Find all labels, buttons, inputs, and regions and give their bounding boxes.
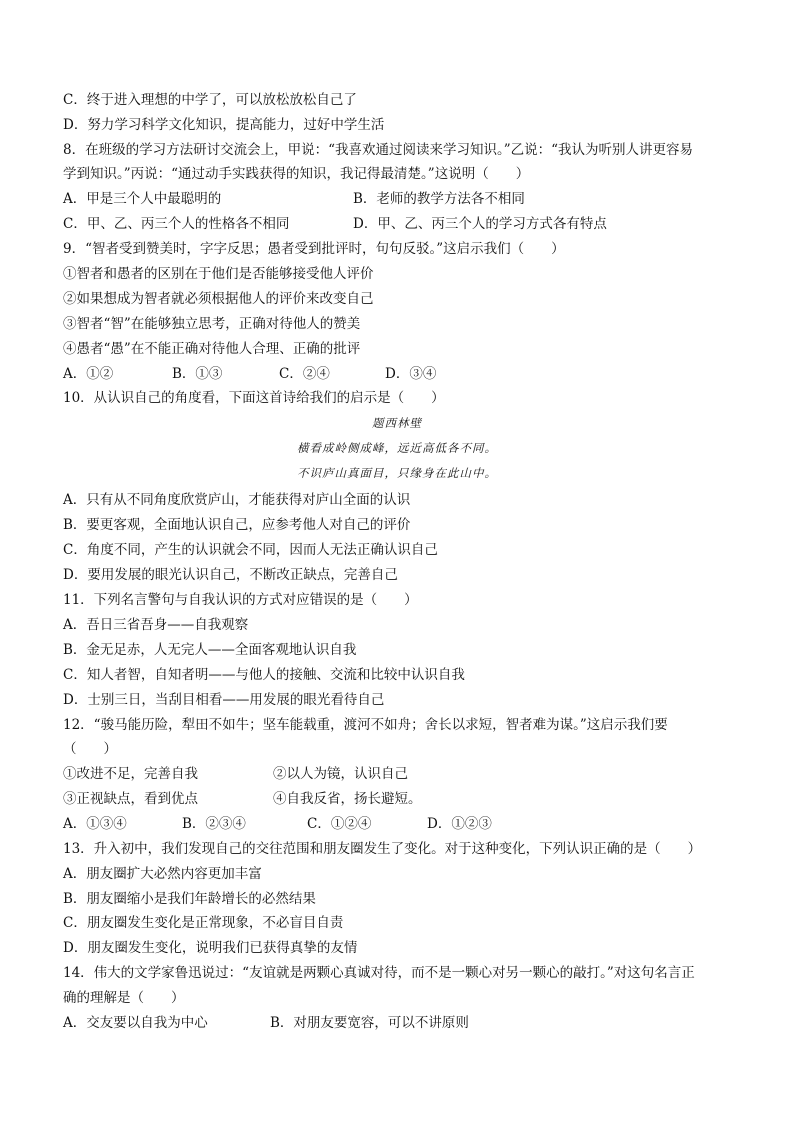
q9-stem: 9．“智者受到赞美时，字字反思；愚者受到批评时，句句反驳。”这启示我们（ ） bbox=[63, 241, 565, 257]
q10-stem: 10．从认识自己的角度看，下面这首诗给我们的启示是（ ） bbox=[63, 390, 445, 406]
q12-stem-line2: （ ） bbox=[63, 741, 117, 757]
q9-item-1: ①智者和愚者的区别在于他们是否能够接受他人评价 bbox=[63, 266, 374, 282]
q13-option-b: B．朋友圈缩小是我们年龄增长的必然结果 bbox=[63, 891, 316, 907]
q8-stem-line1: 8．在班级的学习方法研讨交流会上，甲说：“我喜欢通过阅读来学习知识。”乙说：“我认为听别人讲更容易 bbox=[63, 142, 694, 158]
q12-option-c: C．①②④ bbox=[307, 816, 372, 832]
q8-option-b: B．老师的教学方法各不相同 bbox=[353, 191, 525, 207]
q14-stem-line2: 确的理解是（ ） bbox=[63, 990, 185, 1006]
q9-item-2: ②如果想成为智者就必须根据他人的评价来改变自己 bbox=[63, 291, 374, 307]
q7-option-c: C．终于进入理想的中学了，可以放松放松自己了 bbox=[63, 92, 357, 108]
q7-option-d: D．努力学习科学文化知识，提高能力，过好中学生活 bbox=[63, 117, 385, 133]
q12-item-1: ①改进不足，完善自我 bbox=[63, 766, 198, 782]
q10-option-d: D．要用发展的眼光认识自己，不断改正缺点，完善自己 bbox=[63, 567, 398, 583]
q12-option-b: B．②③④ bbox=[182, 816, 246, 832]
q11-option-b: B．金无足赤，人无完人——全面客观地认识自我 bbox=[63, 642, 357, 658]
poem-line-1: 横看成岭侧成峰，远近高低各不同。 bbox=[297, 441, 497, 455]
q9-item-3: ③智者“智”在能够独立思考，正确对待他人的赞美 bbox=[63, 316, 361, 332]
q12-option-d: D．①②③ bbox=[427, 816, 492, 832]
q9-option-c: C．②④ bbox=[279, 366, 330, 382]
q9-item-4: ④愚者“愚”在不能正确对待他人合理、正确的批评 bbox=[63, 341, 361, 357]
q14-option-b: B．对朋友要宽容，可以不讲原则 bbox=[270, 1015, 469, 1031]
q11-option-d: D．士别三日，当刮目相看——用发展的眼光看待自己 bbox=[63, 692, 385, 708]
poem-title: 题西林壁 bbox=[372, 416, 422, 430]
q12-stem-line1: 12．“骏马能历险，犁田不如牛；坚车能载重，渡河不如舟；舍长以求短，智者难为谋。”这启示我们要 bbox=[63, 717, 668, 733]
q10-option-b: B．要更客观，全面地认识自己，应参考他人对自己的评价 bbox=[63, 517, 411, 533]
q12-item-4: ④自我反省，扬长避短。 bbox=[273, 791, 422, 807]
q13-option-a: A．朋友圈扩大必然内容更加丰富 bbox=[63, 866, 262, 882]
q12-item-2: ②以人为镜，认识自己 bbox=[273, 766, 408, 782]
q14-option-a: A．交友要以自我为中心 bbox=[63, 1015, 208, 1031]
q9-option-b: B．①③ bbox=[172, 366, 223, 382]
q8-option-c: C．甲、乙、丙三个人的性格各不相同 bbox=[63, 216, 290, 232]
q13-option-c: C．朋友圈发生变化是正常现象，不必盲目自责 bbox=[63, 915, 344, 931]
q14-stem-line1: 14．伟大的文学家鲁迅说过：“友谊就是两颗心真诚对待，而不是一颗心对另一颗心的敲打。”对这句名言正 bbox=[63, 965, 695, 981]
q8-stem-line2: 学到知识。”丙说：“通过动手实践获得的知识，我记得最清楚。”这说明（ ） bbox=[63, 166, 530, 182]
q12-item-3: ③正视缺点，看到优点 bbox=[63, 791, 198, 807]
q9-option-a: A．①② bbox=[63, 366, 114, 382]
q10-option-c: C．角度不同，产生的认识就会不同，因而人无法正确认识自己 bbox=[63, 542, 438, 558]
q11-stem: 11．下列名言警句与自我认识的方式对应错误的是（ ） bbox=[63, 592, 418, 608]
q13-option-d: D．朋友圈发生变化，说明我们已获得真挚的友情 bbox=[63, 940, 358, 956]
q10-option-a: A．只有从不同角度欣赏庐山，才能获得对庐山全面的认识 bbox=[63, 492, 411, 508]
q8-option-d: D．甲、乙、丙三个人的学习方式各有特点 bbox=[353, 216, 607, 232]
q13-stem: 13．升入初中，我们发现自己的交往范围和朋友圈发生了变化。对于这种变化，下列认识正确的是（ ） bbox=[63, 841, 702, 857]
poem-line-2: 不识庐山真面目，只缘身在此山中。 bbox=[297, 466, 497, 480]
q9-option-d: D．③④ bbox=[385, 366, 437, 382]
q11-option-c: C．知人者智，自知者明——与他人的接触、交流和比较中认识自我 bbox=[63, 667, 465, 683]
q8-option-a: A．甲是三个人中最聪明的 bbox=[63, 191, 222, 207]
q11-option-a: A．吾日三省吾身——自我观察 bbox=[63, 617, 249, 633]
q12-option-a: A．①③④ bbox=[63, 816, 127, 832]
